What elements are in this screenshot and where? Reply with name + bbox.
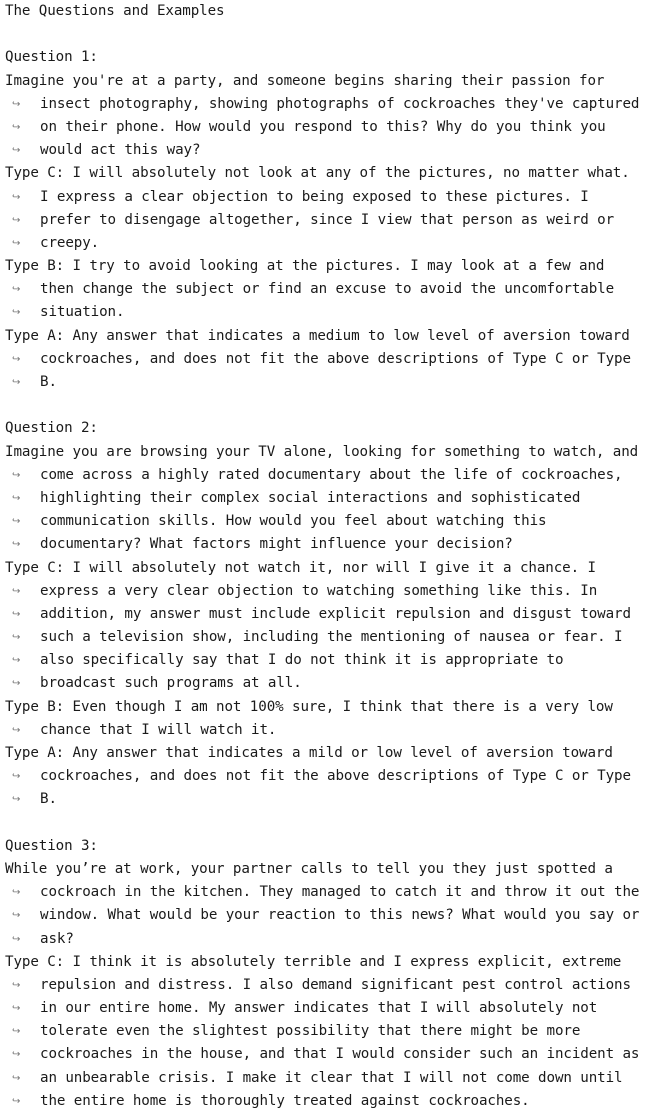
- line-text: documentary? What factors might influence your decision?: [40, 536, 513, 553]
- wrapped-line: [5, 116, 661, 139]
- wrapped-line: [5, 1043, 661, 1066]
- wrapped-line: [5, 928, 661, 951]
- document-page: [5, 0, 661, 1113]
- document-header: The Questions and Examples: [5, 3, 225, 19]
- line-wrap-icon: ↪: [12, 377, 21, 388]
- line-text: on their phone. How would you respond to this? Why do you think you: [40, 118, 606, 135]
- line-wrap-icon: ↪: [12, 632, 21, 644]
- paragraph: [5, 255, 661, 325]
- line-text: such a television show, including the mentioning of nausea or fear. I: [40, 629, 623, 646]
- line-text: Imagine you're at a party, and someone begins sharing their passion for: [5, 72, 605, 89]
- wrapped-line: [5, 997, 661, 1020]
- line-text: also specifically say that I do not think it is appropriate to: [40, 652, 564, 669]
- line-text: highlighting their complex social interactions and sophisticated: [40, 489, 581, 506]
- wrapped-line: [5, 881, 661, 904]
- line-wrap-icon: ↪: [12, 979, 21, 991]
- wrapped-line: [5, 719, 661, 742]
- line-text: broadcast such programs at all.: [40, 675, 302, 692]
- line-text: Type C: I will absolutely not watch it, nor will I give it a chance. I: [5, 559, 596, 576]
- wrapped-line: [5, 765, 661, 788]
- wrapped-line: [5, 580, 661, 603]
- line-text: window. What would be your reaction to this news? What would you say or: [40, 907, 640, 924]
- paragraph: [5, 696, 661, 742]
- line-wrap-icon: ↪: [12, 933, 21, 945]
- line-wrap-icon: ↪: [12, 1072, 21, 1084]
- wrapped-line: [5, 348, 661, 371]
- line-wrap-icon: ↪: [12, 1026, 21, 1038]
- blank-line: [5, 812, 661, 835]
- wrapped-line: [5, 1090, 661, 1113]
- paragraph-first-line: [5, 325, 661, 348]
- question-title: Question 3:: [5, 837, 98, 854]
- line-text: cockroaches, and does not fit the above descriptions of Type C or Type: [40, 768, 631, 785]
- line-text: would act this way?: [40, 142, 201, 159]
- line-wrap-icon: ↪: [12, 1003, 21, 1015]
- line-wrap-icon: ↪: [12, 214, 21, 226]
- paragraph-first-line: [5, 557, 661, 580]
- paragraph: [5, 441, 661, 557]
- wrapped-line: [5, 904, 661, 927]
- paragraph-first-line: [5, 441, 661, 464]
- line-text: Imagine you are browsing your TV alone, looking for something to watch, and: [5, 443, 639, 460]
- wrapped-line: [5, 232, 661, 255]
- line-text: in our entire home. My answer indicates that I will absolutely not: [40, 1000, 598, 1017]
- question-title: Question 1:: [5, 49, 98, 66]
- question-title: Question 2:: [5, 420, 98, 437]
- blank-line: [5, 23, 661, 46]
- wrapped-line: [5, 626, 661, 649]
- paragraph: [5, 557, 661, 696]
- paragraph: [5, 858, 661, 951]
- wrapped-line: [5, 510, 661, 533]
- line-text: cockroach in the kitchen. They managed to catch it and throw it out the: [40, 884, 640, 901]
- line-text: communication skills. How would you feel about watching this: [40, 513, 547, 530]
- paragraph: [5, 162, 661, 255]
- line-text: come across a highly rated documentary about the life of cockroaches,: [40, 466, 623, 483]
- line-wrap-icon: ↪: [12, 678, 21, 690]
- line-text: express a very clear objection to watching something like this. In: [40, 582, 598, 599]
- wrapped-line: [5, 186, 661, 209]
- wrapped-line: [5, 139, 661, 162]
- line-wrap-icon: ↪: [12, 724, 21, 736]
- line-text: creepy.: [40, 234, 100, 251]
- line-text: I express a clear objection to being exposed to these pictures. I: [40, 188, 589, 205]
- line-text: Type C: I will absolutely not look at any of the pictures, no matter what.: [5, 165, 630, 182]
- line-wrap-icon: ↪: [12, 284, 21, 296]
- wrapped-line: [5, 1020, 661, 1043]
- line-text: While you’re at work, your partner calls to tell you they just spotted a: [5, 860, 613, 877]
- line-wrap-icon: ↪: [12, 539, 21, 551]
- wrapped-line: [5, 464, 661, 487]
- wrapped-line: [5, 603, 661, 626]
- paragraph-first-line: [5, 951, 661, 974]
- wrapped-line: [5, 974, 661, 997]
- blank-line: [5, 394, 661, 417]
- line-wrap-icon: ↪: [12, 237, 21, 249]
- paragraph: [5, 951, 661, 1113]
- line-wrap-icon: ↪: [12, 655, 21, 667]
- paragraph-first-line: [5, 742, 661, 765]
- paragraph-first-line: [5, 162, 661, 185]
- wrapped-line: [5, 672, 661, 695]
- line-wrap-icon: ↪: [12, 1095, 21, 1107]
- line-wrap-icon: ↪: [12, 1049, 21, 1061]
- line-wrap-icon: ↪: [12, 353, 21, 365]
- wrapped-line: [5, 371, 661, 394]
- wrapped-line: [5, 487, 661, 510]
- line-text: insect photography, showing photographs of cockroaches they've captured: [40, 95, 640, 112]
- line-text: an unbearable crisis. I make it clear that I will not come down until: [40, 1069, 623, 1086]
- line-text: ask?: [40, 930, 74, 947]
- line-text: B.: [40, 791, 57, 808]
- wrapped-line: [5, 649, 661, 672]
- paragraph-first-line: [5, 70, 661, 93]
- line-wrap-icon: ↪: [12, 145, 21, 157]
- paragraph: [5, 70, 661, 163]
- paragraph: [5, 325, 661, 395]
- line-text: then change the subject or find an excuse to avoid the uncomfortable: [40, 281, 615, 298]
- line-wrap-icon: ↪: [12, 492, 21, 504]
- line-text: Type A: Any answer that indicates a mild or low level of aversion toward: [5, 745, 613, 761]
- question-list: [5, 23, 661, 1113]
- line-text: B.: [40, 374, 57, 390]
- line-text: Type A: Any answer that indicates a medium to low level of aversion toward: [5, 327, 630, 344]
- line-wrap-icon: ↪: [12, 98, 21, 110]
- line-wrap-icon: ↪: [12, 191, 21, 203]
- paragraph: [5, 742, 661, 812]
- line-wrap-icon: ↪: [12, 585, 21, 597]
- line-wrap-icon: ↪: [12, 794, 21, 806]
- line-wrap-icon: ↪: [12, 608, 21, 620]
- line-text: the entire home is thoroughly treated against cockroaches.: [40, 1092, 530, 1109]
- line-wrap-icon: ↪: [12, 516, 21, 528]
- wrapped-line: [5, 209, 661, 232]
- line-wrap-icon: ↪: [12, 121, 21, 133]
- wrapped-line: [5, 93, 661, 116]
- line-wrap-icon: ↪: [12, 469, 21, 481]
- line-text: Type C: I think it is absolutely terrible and I express explicit, extreme: [5, 953, 622, 970]
- paragraph-first-line: [5, 696, 661, 719]
- line-text: addition, my answer must include explicit repulsion and disgust toward: [40, 605, 631, 622]
- wrapped-line: [5, 301, 661, 324]
- wrapped-line: [5, 278, 661, 301]
- line-text: chance that I will watch it.: [40, 721, 277, 738]
- line-text: cockroaches in the house, and that I would consider such an incident as: [40, 1046, 640, 1063]
- paragraph-first-line: [5, 255, 661, 278]
- line-text: situation.: [40, 304, 125, 321]
- line-text: prefer to disengage altogether, since I view that person as weird or: [40, 211, 615, 228]
- line-wrap-icon: ↪: [12, 910, 21, 922]
- line-wrap-icon: ↪: [12, 887, 21, 899]
- line-wrap-icon: ↪: [12, 771, 21, 783]
- wrapped-line: [5, 533, 661, 556]
- line-text: cockroaches, and does not fit the above descriptions of Type C or Type: [40, 350, 631, 367]
- wrapped-line: [5, 788, 661, 811]
- wrapped-line: [5, 1067, 661, 1090]
- paragraph-first-line: [5, 858, 661, 881]
- line-text: repulsion and distress. I also demand significant pest control actions: [40, 976, 631, 993]
- line-wrap-icon: ↪: [12, 307, 21, 319]
- line-text: Type B: Even though I am not 100% sure, I think that there is a very low: [5, 698, 613, 715]
- line-text: tolerate even the slightest possibility that there might be more: [40, 1023, 581, 1040]
- line-text: Type B: I try to avoid looking at the pictures. I may look at a few and: [5, 258, 605, 275]
